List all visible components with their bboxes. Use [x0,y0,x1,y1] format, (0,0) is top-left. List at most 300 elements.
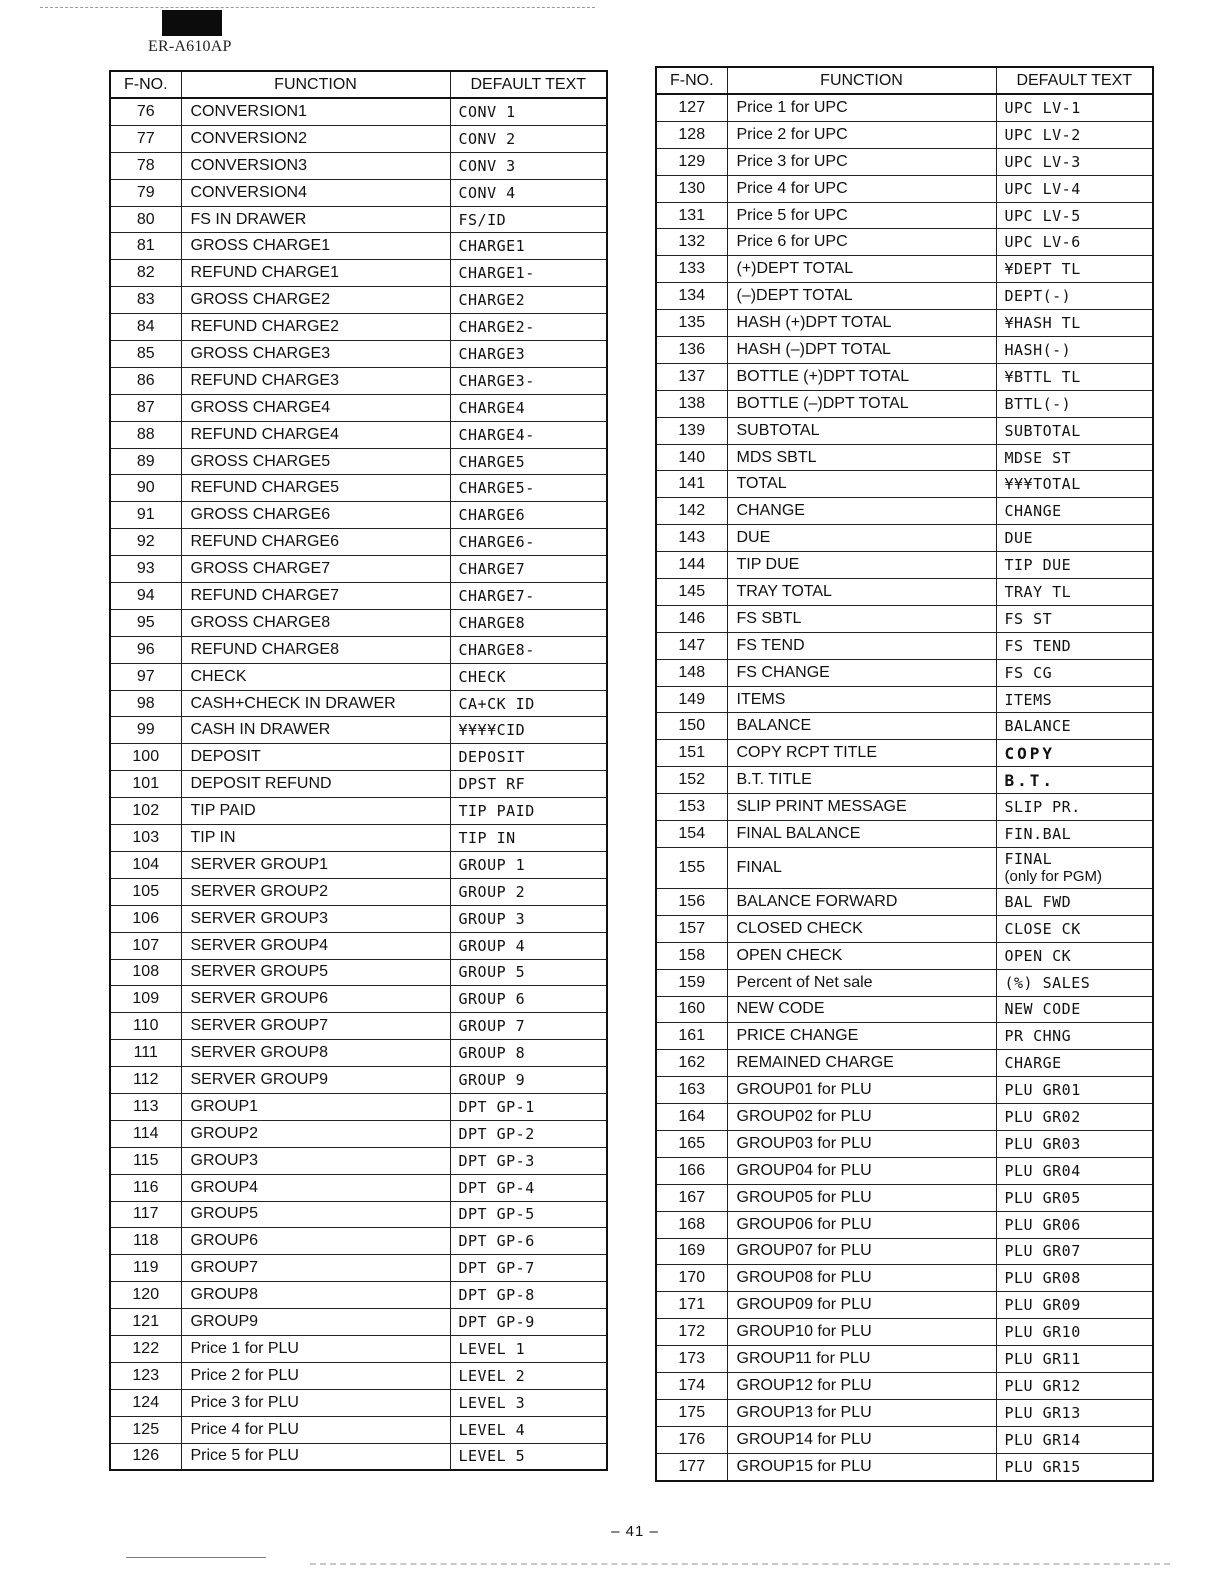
function-cell: GROUP9 [181,1309,450,1336]
function-cell: SERVER GROUP4 [181,932,450,959]
fno-cell: 140 [656,444,727,471]
default-text-cell: CHARGE2 [450,287,607,314]
table-row [656,363,1153,390]
fno-cell: 160 [656,996,727,1023]
fno-cell: 139 [656,417,727,444]
function-cell: GROUP11 for PLU [727,1346,996,1373]
fno-cell: 91 [110,502,181,529]
function-cell: CONVERSION4 [181,179,450,206]
default-text-cell: CHARGE6- [450,529,607,556]
function-cell: GROUP03 for PLU [727,1130,996,1157]
table-row [110,1040,607,1067]
table-row [656,969,1153,996]
function-cell: GROUP1 [181,1093,450,1120]
fno-cell: 85 [110,341,181,368]
table-row [656,1372,1153,1399]
fno-cell: 112 [110,1067,181,1094]
table-row [110,717,607,744]
default-text-cell: TIP PAID [450,798,607,825]
table-row [110,421,607,448]
function-cell: GROSS CHARGE7 [181,556,450,583]
function-cell: MDS SBTL [727,444,996,471]
function-cell: BOTTLE (+)DPT TOTAL [727,363,996,390]
function-cell: GROSS CHARGE1 [181,233,450,260]
fno-cell: 151 [656,740,727,767]
default-text-cell: GROUP 5 [450,959,607,986]
table-row [656,794,1153,821]
function-cell: REFUND CHARGE4 [181,421,450,448]
default-text-cell: OPEN CK [996,942,1153,969]
table-row [110,959,607,986]
default-text-cell: DPT GP-7 [450,1255,607,1282]
table-row [656,767,1153,794]
fno-cell: 115 [110,1147,181,1174]
function-cell: GROSS CHARGE4 [181,394,450,421]
fno-cell: 161 [656,1023,727,1050]
default-text-cell: LEVEL 1 [450,1335,607,1362]
fno-cell: 142 [656,498,727,525]
table-row [656,605,1153,632]
default-text-cell: GROUP 2 [450,878,607,905]
fno-cell: 172 [656,1319,727,1346]
function-cell: COPY RCPT TITLE [727,740,996,767]
function-cell: SERVER GROUP2 [181,878,450,905]
fno-cell: 154 [656,821,727,848]
bottom-divider-blue [126,1557,266,1558]
default-text-cell: PLU GR03 [996,1130,1153,1157]
fno-cell: 127 [656,94,727,121]
function-cell: GROUP06 for PLU [727,1211,996,1238]
table-row [656,1292,1153,1319]
default-text-cell: CONV 2 [450,125,607,152]
default-text-cell: SLIP PR. [996,794,1153,821]
default-text-cell: CHARGE5- [450,475,607,502]
function-cell: GROUP4 [181,1174,450,1201]
fno-cell: 134 [656,283,727,310]
function-cell: TOTAL [727,471,996,498]
function-cell: TIP DUE [727,552,996,579]
function-cell: OPEN CHECK [727,942,996,969]
default-text-cell: PLU GR14 [996,1426,1153,1453]
default-text-cell: TRAY TL [996,579,1153,606]
table-row [110,1335,607,1362]
default-text-cell: ¥¥¥¥CID [450,717,607,744]
fno-cell: 171 [656,1292,727,1319]
table-row [110,152,607,179]
fno-cell: 107 [110,932,181,959]
fno-cell: 145 [656,579,727,606]
default-text-cell: NEW CODE [996,996,1153,1023]
function-cell: GROUP7 [181,1255,450,1282]
function-cell: HASH (–)DPT TOTAL [727,337,996,364]
fno-cell: 120 [110,1282,181,1309]
default-text-cell: CHANGE [996,498,1153,525]
fno-cell: 130 [656,175,727,202]
fno-cell: 102 [110,798,181,825]
table-row [110,556,607,583]
default-text-cell: PLU GR04 [996,1157,1153,1184]
table-body-left [110,98,607,1470]
default-text-cell: UPC LV-4 [996,175,1153,202]
table-row [656,471,1153,498]
fno-cell: 141 [656,471,727,498]
default-text-cell: CHARGE8 [450,609,607,636]
table-row [110,798,607,825]
function-cell: CASH IN DRAWER [181,717,450,744]
table-row [656,337,1153,364]
fno-cell: 164 [656,1104,727,1131]
fno-cell: 105 [110,878,181,905]
function-cell: CHECK [181,663,450,690]
table-row [110,1255,607,1282]
default-text-cell: (%) SALES [996,969,1153,996]
fno-cell: 83 [110,287,181,314]
function-cell: GROUP13 for PLU [727,1399,996,1426]
default-text-cell: CHARGE5 [450,448,607,475]
table-row [110,1389,607,1416]
function-table-left [109,70,608,1471]
fno-cell: 88 [110,421,181,448]
table-row [656,1346,1153,1373]
fno-cell: 138 [656,390,727,417]
table-row [110,179,607,206]
default-text-cell: CHARGE4 [450,394,607,421]
default-text-note: (only for PGM) [1004,868,1103,886]
default-text-cell: ¥BTTL TL [996,363,1153,390]
default-text-cell: DPT GP-5 [450,1201,607,1228]
fno-cell: 92 [110,529,181,556]
default-text-cell: PLU GR09 [996,1292,1153,1319]
fno-cell: 174 [656,1372,727,1399]
table-row [656,229,1153,256]
fno-cell: 156 [656,888,727,915]
function-cell: REFUND CHARGE3 [181,367,450,394]
default-text-cell: FS ST [996,605,1153,632]
fno-cell: 94 [110,583,181,610]
function-cell: CHANGE [727,498,996,525]
function-cell: Price 3 for UPC [727,148,996,175]
function-cell: FS SBTL [727,605,996,632]
function-cell: REFUND CHARGE1 [181,260,450,287]
fno-cell: 82 [110,260,181,287]
table-row [110,475,607,502]
fno-cell: 170 [656,1265,727,1292]
fno-cell: 158 [656,942,727,969]
function-cell: CLOSED CHECK [727,915,996,942]
default-text-cell: DPST RF [450,771,607,798]
function-cell: Price 1 for UPC [727,94,996,121]
fno-cell: 121 [110,1309,181,1336]
table-row [110,851,607,878]
table-row [656,1399,1153,1426]
default-text-cell: SUBTOTAL [996,417,1153,444]
table-row [656,256,1153,283]
function-cell: GROUP2 [181,1120,450,1147]
function-cell: DEPOSIT [181,744,450,771]
table-row [656,996,1153,1023]
fno-cell: 108 [110,959,181,986]
fno-cell: 177 [656,1453,727,1480]
fno-cell: 129 [656,148,727,175]
default-text-cell: PLU GR11 [996,1346,1153,1373]
table-row [110,690,607,717]
default-text-cell: CHARGE1- [450,260,607,287]
default-text-cell: BALANCE [996,713,1153,740]
function-cell: SLIP PRINT MESSAGE [727,794,996,821]
function-cell: GROUP15 for PLU [727,1453,996,1480]
fno-cell: 148 [656,659,727,686]
function-cell: GROUP3 [181,1147,450,1174]
table-row [110,1120,607,1147]
default-text-cell: UPC LV-1 [996,94,1153,121]
table-row [110,314,607,341]
default-text-cell: TIP DUE [996,552,1153,579]
function-cell: REFUND CHARGE6 [181,529,450,556]
table-row [656,552,1153,579]
table-row [656,1211,1153,1238]
default-text-cell: PLU GR15 [996,1453,1153,1480]
default-text-cell: GROUP 4 [450,932,607,959]
default-text-cell: DPT GP-8 [450,1282,607,1309]
function-cell: DUE [727,525,996,552]
function-cell: CONVERSION2 [181,125,450,152]
default-text-cell: FS/ID [450,206,607,233]
table-row [110,1362,607,1389]
default-text-cell: BAL FWD [996,888,1153,915]
function-cell: FS TEND [727,632,996,659]
default-text-cell: TIP IN [450,825,607,852]
fno-cell: 124 [110,1389,181,1416]
default-text-cell: CHARGE1 [450,233,607,260]
default-text-cell: GROUP 9 [450,1067,607,1094]
function-cell: GROSS CHARGE2 [181,287,450,314]
table-row [656,1319,1153,1346]
fno-cell: 131 [656,202,727,229]
table-row [110,583,607,610]
top-divider [40,7,595,8]
fno-cell: 146 [656,605,727,632]
table-row [656,713,1153,740]
default-text-cell: ¥HASH TL [996,310,1153,337]
default-text-cell: CLOSE CK [996,915,1153,942]
function-cell: Price 3 for PLU [181,1389,450,1416]
page-number: – 41 – [611,1523,659,1540]
default-text-cell: UPC LV-5 [996,202,1153,229]
default-text-cell: LEVEL 3 [450,1389,607,1416]
fno-cell: 98 [110,690,181,717]
fno-cell: 84 [110,314,181,341]
table-row [110,260,607,287]
header-black-block [162,10,222,36]
fno-cell: 99 [110,717,181,744]
default-text-cell: FIN.BAL [996,821,1153,848]
fno-cell: 89 [110,448,181,475]
bottom-divider [310,1563,1170,1565]
function-cell: GROUP12 for PLU [727,1372,996,1399]
function-cell: GROUP01 for PLU [727,1077,996,1104]
function-cell: CASH+CHECK IN DRAWER [181,690,450,717]
table-row [656,1077,1153,1104]
default-text-cell: CHECK [450,663,607,690]
table-row [110,932,607,959]
default-text-cell: UPC LV-2 [996,121,1153,148]
default-text-cell: DEPT(-) [996,283,1153,310]
function-cell: TIP IN [181,825,450,852]
default-text-cell: PLU GR08 [996,1265,1153,1292]
table-row [110,1309,607,1336]
fno-cell: 111 [110,1040,181,1067]
table-row [656,1157,1153,1184]
fno-cell: 150 [656,713,727,740]
default-text-cell: CHARGE [996,1050,1153,1077]
default-text-cell: LEVEL 5 [450,1443,607,1470]
model-label: ER-A610AP [148,38,232,55]
fno-header: F-NO. [110,71,181,98]
function-cell: TRAY TOTAL [727,579,996,606]
fno-cell: 165 [656,1130,727,1157]
default-text-cell: CONV 3 [450,152,607,179]
table-row [656,1453,1153,1480]
table-row [110,448,607,475]
default-text-cell: UPC LV-3 [996,148,1153,175]
table-row [656,1265,1153,1292]
fno-cell: 79 [110,179,181,206]
function-cell: SERVER GROUP9 [181,1067,450,1094]
fno-cell: 93 [110,556,181,583]
fno-cell: 119 [110,1255,181,1282]
fno-cell: 101 [110,771,181,798]
fno-cell: 162 [656,1050,727,1077]
default-text-cell: GROUP 8 [450,1040,607,1067]
function-cell: GROUP8 [181,1282,450,1309]
function-cell: Price 5 for PLU [181,1443,450,1470]
function-cell: (–)DEPT TOTAL [727,283,996,310]
fno-cell: 109 [110,986,181,1013]
table-row [110,1174,607,1201]
default-text-cell: GROUP 7 [450,1013,607,1040]
function-header: FUNCTION [727,67,996,94]
table-row [110,206,607,233]
default-text-cell: PLU GR02 [996,1104,1153,1131]
table-row [656,659,1153,686]
table-row [656,498,1153,525]
table-row [110,1013,607,1040]
table-row [656,1050,1153,1077]
fno-cell: 123 [110,1362,181,1389]
function-cell: GROSS CHARGE5 [181,448,450,475]
function-cell: Price 5 for UPC [727,202,996,229]
table-row [656,94,1153,121]
fno-cell: 133 [656,256,727,283]
table-row [656,686,1153,713]
function-cell: TIP PAID [181,798,450,825]
fno-cell: 90 [110,475,181,502]
table-row [110,1416,607,1443]
fno-cell: 169 [656,1238,727,1265]
table-row [656,1130,1153,1157]
fno-cell: 106 [110,905,181,932]
function-cell: DEPOSIT REFUND [181,771,450,798]
function-cell: PRICE CHANGE [727,1023,996,1050]
fno-cell: 86 [110,367,181,394]
fno-cell: 157 [656,915,727,942]
default-text-cell: PLU GR07 [996,1238,1153,1265]
table-row [110,394,607,421]
fno-cell: 87 [110,394,181,421]
table-row [656,121,1153,148]
fno-cell: 103 [110,825,181,852]
fno-cell: 122 [110,1335,181,1362]
function-cell: REFUND CHARGE8 [181,636,450,663]
function-cell: SUBTOTAL [727,417,996,444]
function-cell: FINAL [727,847,996,888]
default-text-value: FINAL [1004,850,1053,869]
function-cell: FS IN DRAWER [181,206,450,233]
table-row [110,502,607,529]
default-text-cell: ITEMS [996,686,1153,713]
table-row [656,1104,1153,1131]
function-cell: B.T. TITLE [727,767,996,794]
default-text-cell: DEPOSIT [450,744,607,771]
default-text-cell: CHARGE3- [450,367,607,394]
function-table-right [655,66,1154,1482]
table-row [110,1093,607,1120]
default-text-cell: PLU GR12 [996,1372,1153,1399]
fno-cell: 155 [656,847,727,888]
fno-cell: 118 [110,1228,181,1255]
fno-header: F-NO. [656,67,727,94]
table-row [656,444,1153,471]
function-cell: REFUND CHARGE5 [181,475,450,502]
table-row [110,825,607,852]
default-text-cell: FS CG [996,659,1153,686]
table-row [110,878,607,905]
function-cell: GROSS CHARGE8 [181,609,450,636]
function-cell: GROUP5 [181,1201,450,1228]
table-row [110,529,607,556]
table-row [110,341,607,368]
table-header-row [110,71,607,98]
table-row [656,888,1153,915]
default-text-cell: ¥¥¥TOTAL [996,471,1153,498]
fno-cell: 81 [110,233,181,260]
default-text-cell: PLU GR05 [996,1184,1153,1211]
default-text-cell: ¥DEPT TL [996,256,1153,283]
fno-cell: 97 [110,663,181,690]
default-text-cell: CHARGE2- [450,314,607,341]
table-row [656,915,1153,942]
fno-cell: 149 [656,686,727,713]
table-row [110,636,607,663]
fno-cell: 76 [110,98,181,125]
table-row [656,417,1153,444]
default-text-cell: DPT GP-1 [450,1093,607,1120]
default-text-cell: BTTL(-) [996,390,1153,417]
table-row [656,310,1153,337]
table-row [656,283,1153,310]
default-text-cell: CHARGE7- [450,583,607,610]
fno-cell: 104 [110,851,181,878]
fno-cell: 77 [110,125,181,152]
function-cell: CONVERSION3 [181,152,450,179]
function-cell: GROUP02 for PLU [727,1104,996,1131]
function-cell: GROSS CHARGE6 [181,502,450,529]
table-row [656,821,1153,848]
table-row [110,125,607,152]
function-cell: Price 1 for PLU [181,1335,450,1362]
fno-cell: 163 [656,1077,727,1104]
table-row [110,1147,607,1174]
